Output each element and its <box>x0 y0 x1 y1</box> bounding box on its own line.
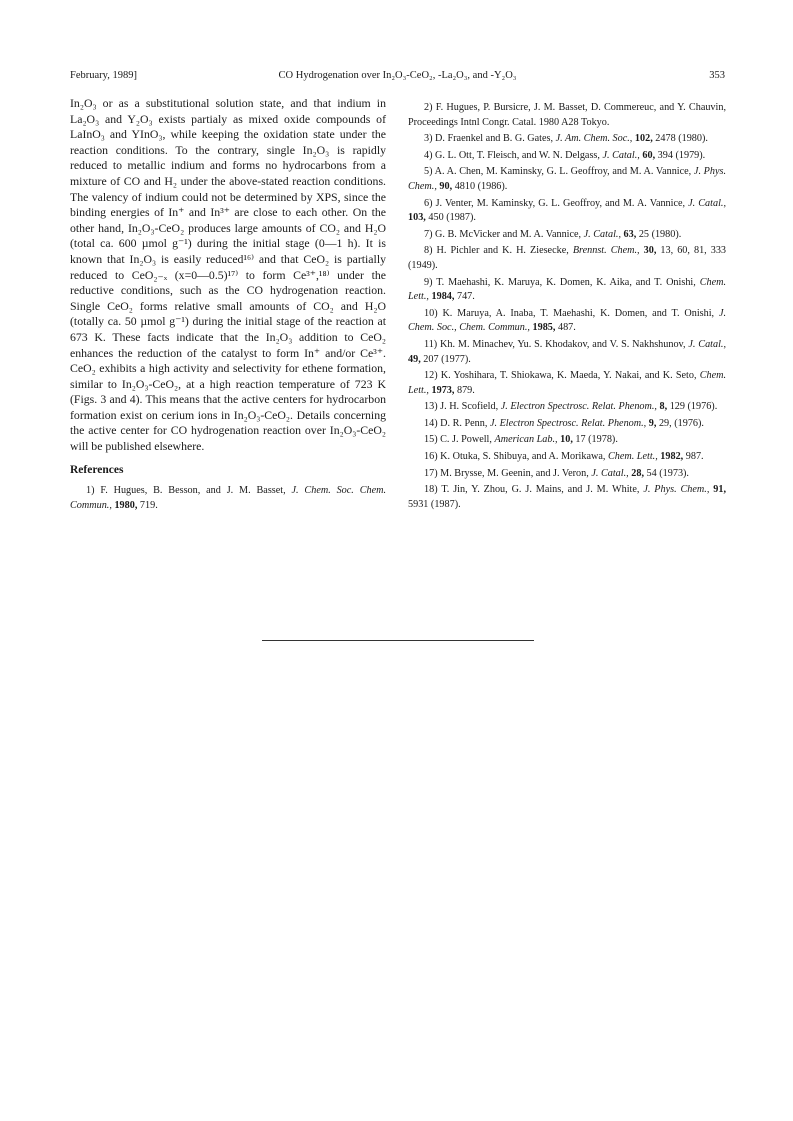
reference-volume: 1985, <box>532 322 556 334</box>
reference-item <box>408 417 726 432</box>
reference-number: 13) <box>424 401 438 413</box>
reference-authors: K. Otuka, S. Shibuya, and A. Morikawa, <box>440 451 606 463</box>
reference-pages-year: 450 (1987). <box>428 212 476 224</box>
reference-number: 10) <box>424 307 438 319</box>
reference-journal: J. Catal., <box>688 197 727 209</box>
reference-number: 17) <box>424 467 438 479</box>
reference-volume: 9, <box>648 417 657 429</box>
running-title: CO Hydrogenation over In₂O₃-CeO₂, -La₂O₃, and -Y₂O₃ <box>278 70 517 81</box>
reference-pages-year: 129 (1976). <box>669 401 718 413</box>
reference-item <box>408 132 726 147</box>
reference-volume: 63, <box>623 228 637 240</box>
reference-journal: Chem. Lett., <box>408 276 727 303</box>
reference-item <box>408 244 726 273</box>
reference-item <box>408 433 726 448</box>
reference-journal: American Lab., <box>494 434 558 446</box>
reference-journal: Chem. Lett., <box>607 451 658 463</box>
reference-pages-year: 207 (1977). <box>423 353 471 365</box>
reference-authors: G. B. McVicker and M. A. Vannice, <box>435 228 582 240</box>
reference-number: 6) <box>424 197 433 209</box>
reference-pages-year: 29, (1976). <box>658 417 704 429</box>
reference-pages-year: 747. <box>456 291 475 303</box>
reference-number: 7) <box>424 228 433 240</box>
reference-item <box>408 149 726 164</box>
reference-pages-year: 987. <box>685 451 704 463</box>
reference-volume: 1984, <box>431 291 455 303</box>
reference-volume: 1973, <box>431 384 455 396</box>
reference-number: 9) <box>424 276 433 288</box>
running-header <box>70 70 725 86</box>
reference-journal: J. Chem. Soc., Chem. Commun., <box>408 307 727 334</box>
reference-number: 16) <box>424 451 438 463</box>
left-column <box>70 96 386 513</box>
reference-authors: K. Maruya, A. Inaba, T. Maehashi, K. Domen, and T. Onishi, <box>442 307 715 319</box>
reference-number: 8) <box>424 245 433 257</box>
reference-journal: J. Am. Chem. Soc., <box>555 133 633 145</box>
reference-pages-year: 17 (1978). <box>575 434 618 446</box>
reference-authors: C. J. Powell, <box>440 434 492 446</box>
reference-pages-year: 5931 (1987). <box>408 498 461 510</box>
reference-number: 3) <box>424 133 433 145</box>
reference-authors: F. Hugues, B. Besson, and J. M. Basset, <box>100 485 286 497</box>
reference-journal: J. Phys. Chem., <box>643 484 710 496</box>
reference-number: 11) <box>424 338 438 350</box>
reference-volume: 103, <box>408 212 426 224</box>
reference-item <box>408 197 726 226</box>
page-number: 353 <box>709 70 725 81</box>
reference-authors: G. L. Ott, T. Fleisch, and W. N. Delgass, <box>435 149 600 161</box>
reference-item <box>408 338 726 367</box>
reference-item <box>70 484 386 513</box>
reference-item <box>408 165 726 194</box>
reference-authors: H. Pichler and K. H. Ziesecke, <box>436 245 569 257</box>
reference-number: 15) <box>424 434 438 446</box>
reference-journal: Chem. Lett., <box>408 370 727 396</box>
reference-pages-year: 54 (1973). <box>646 467 689 479</box>
reference-authors: K. Yoshihara, T. Shiokawa, K. Maeda, Y. Nakai, and K. Seto, <box>440 370 697 382</box>
reference-journal: J. Electron Spectrosc. Relat. Phenom., <box>489 417 647 429</box>
reference-item <box>408 369 726 398</box>
reference-pages-year: 719. <box>139 499 158 511</box>
reference-item <box>408 450 726 465</box>
reference-item <box>408 467 726 482</box>
reference-journal: J. Catal., <box>583 228 621 240</box>
reference-number: 18) <box>424 484 438 496</box>
reference-volume: 60, <box>642 149 656 161</box>
reference-journal: J. Catal., <box>602 149 640 161</box>
reference-authors: T. Jin, Y. Zhou, G. J. Mains, and J. M. White, <box>441 484 640 496</box>
references-heading: References <box>70 463 124 476</box>
references-list-left <box>70 484 386 513</box>
reference-authors: Kh. M. Minachev, Yu. S. Khodakov, and V. S. Nakhshunov, <box>440 338 686 350</box>
reference-volume: 90, <box>439 180 453 192</box>
reference-journal: J. Catal., <box>591 467 629 479</box>
references-list-right <box>408 101 726 514</box>
reference-pages-year: 487. <box>557 322 576 334</box>
reference-authors: F. Hugues, P. Bursicre, J. M. Basset, D. Commereuc, and Y. Chauvin, Proceedings Intnl Congr. Catal. 1980 A28 Tokyo. <box>408 102 726 128</box>
reference-journal: J. Phys. Chem., <box>408 166 727 192</box>
reference-volume: 1982, <box>660 451 684 463</box>
reference-pages-year: 394 (1979). <box>657 149 706 161</box>
reference-volume: 91, <box>713 484 726 496</box>
reference-pages-year: 4810 (1986). <box>454 180 508 192</box>
reference-pages-year: 25 (1980). <box>638 228 682 240</box>
reference-authors: D. Fraenkel and B. G. Gates, <box>435 133 554 145</box>
reference-journal: J. Catal., <box>688 338 727 350</box>
reference-journal: J. Chem. Soc. Chem. Commun., <box>70 485 387 511</box>
reference-pages-year: 13, 60, 81, 333 (1949). <box>408 245 727 271</box>
reference-number: 2) <box>424 102 433 113</box>
reference-authors: A. A. Chen, M. Kaminsky, G. L. Geoffroy, and M. A. Vannice, <box>434 166 692 178</box>
reference-volume: 30, <box>643 245 657 257</box>
reference-item <box>408 483 726 512</box>
reference-item <box>408 400 726 415</box>
reference-number: 1) <box>86 485 95 497</box>
reference-item <box>408 276 726 305</box>
reference-number: 5) <box>424 166 433 178</box>
reference-item <box>408 228 726 243</box>
reference-number: 12) <box>424 370 438 382</box>
reference-journal: Brennst. Chem., <box>572 245 640 257</box>
reference-pages-year: 879. <box>456 384 475 396</box>
reference-authors: J. H. Scofield, <box>440 401 499 413</box>
reference-volume: 8, <box>659 401 668 413</box>
reference-number: 4) <box>424 149 433 161</box>
reference-volume: 28, <box>631 467 644 479</box>
reference-authors: J. Venter, M. Kaminsky, G. L. Geoffroy, and M. A. Vannice, <box>435 197 686 209</box>
reference-volume: 49, <box>408 353 421 365</box>
reference-authors: T. Maehashi, K. Maruya, K. Domen, K. Aika, and T. Onishi, <box>436 276 696 288</box>
reference-authors: M. Brysse, M. Geenin, and J. Veron, <box>440 467 589 479</box>
end-rule <box>262 640 534 641</box>
reference-item <box>408 307 726 336</box>
reference-volume: 1980, <box>114 499 138 511</box>
reference-pages-year: 2478 (1980). <box>655 133 708 145</box>
reference-item <box>408 101 726 130</box>
reference-volume: 10, <box>560 434 573 446</box>
reference-authors: D. R. Penn, <box>440 417 488 429</box>
body-paragraph: In₂O₃ or as a substitutional solution state, and that indium in La₂O₃ and Y₂O₃ exists partialy as mixed oxide compounds of LaInO₃ and YInO₃, while keeping the oxidation state under the reaction conditions. To the contrary, single In₂O₃ is rapidly reduced to metallic indium and forms no hydrocarbons from a mixture of CO and H₂ under the above-stated reaction conditions. The valency of indium could not be determined by XPS, since the binding energies of In⁺ and In³⁺ are close to each other. On the other hand, In₂O₃-CeO₂ produces large amounts of CO₂ and H₂O (total ca. 600 µmol g⁻¹) during the initial stage (0—1 h). It is known that In₂O₃ is easily reduced¹⁶⁾ and that CeO₂ is partially reduced to CeO₂₋ₓ (x=0—0.5)¹⁷⁾ to form Ce³⁺,¹⁸⁾ under the reductive conditions, such as the CO hydrogenation reaction. Single CeO₂ forms relative small amounts of CO₂ and H₂O (totally ca. 50 µmol g⁻¹) during the initial stage of the reaction at 673 K. These facts indicate that the In₂O₃ addition to CeO₂ enhances the reduction of the catalyst to form In⁺ and/or Ce³⁺. CeO₂ exhibits a high activity and selectivity for ethene formation, similar to In₂O₃-CeO₂, at a high reaction temperature of 723 K (Figs. 3 and 4). This means that the active centers for hydrocarbon formation exist on cerium ions in In₂O₃-CeO₂. Details concerning the active center for CO hydrogenation reaction over In₂O₃-CeO₂ will be published elsewhere. <box>70 96 386 454</box>
reference-volume: 102, <box>634 133 653 145</box>
issue-date: February, 1989] <box>70 70 137 81</box>
reference-journal: J. Electron Spectrosc. Relat. Phenom., <box>500 401 657 413</box>
reference-number: 14) <box>424 417 438 429</box>
